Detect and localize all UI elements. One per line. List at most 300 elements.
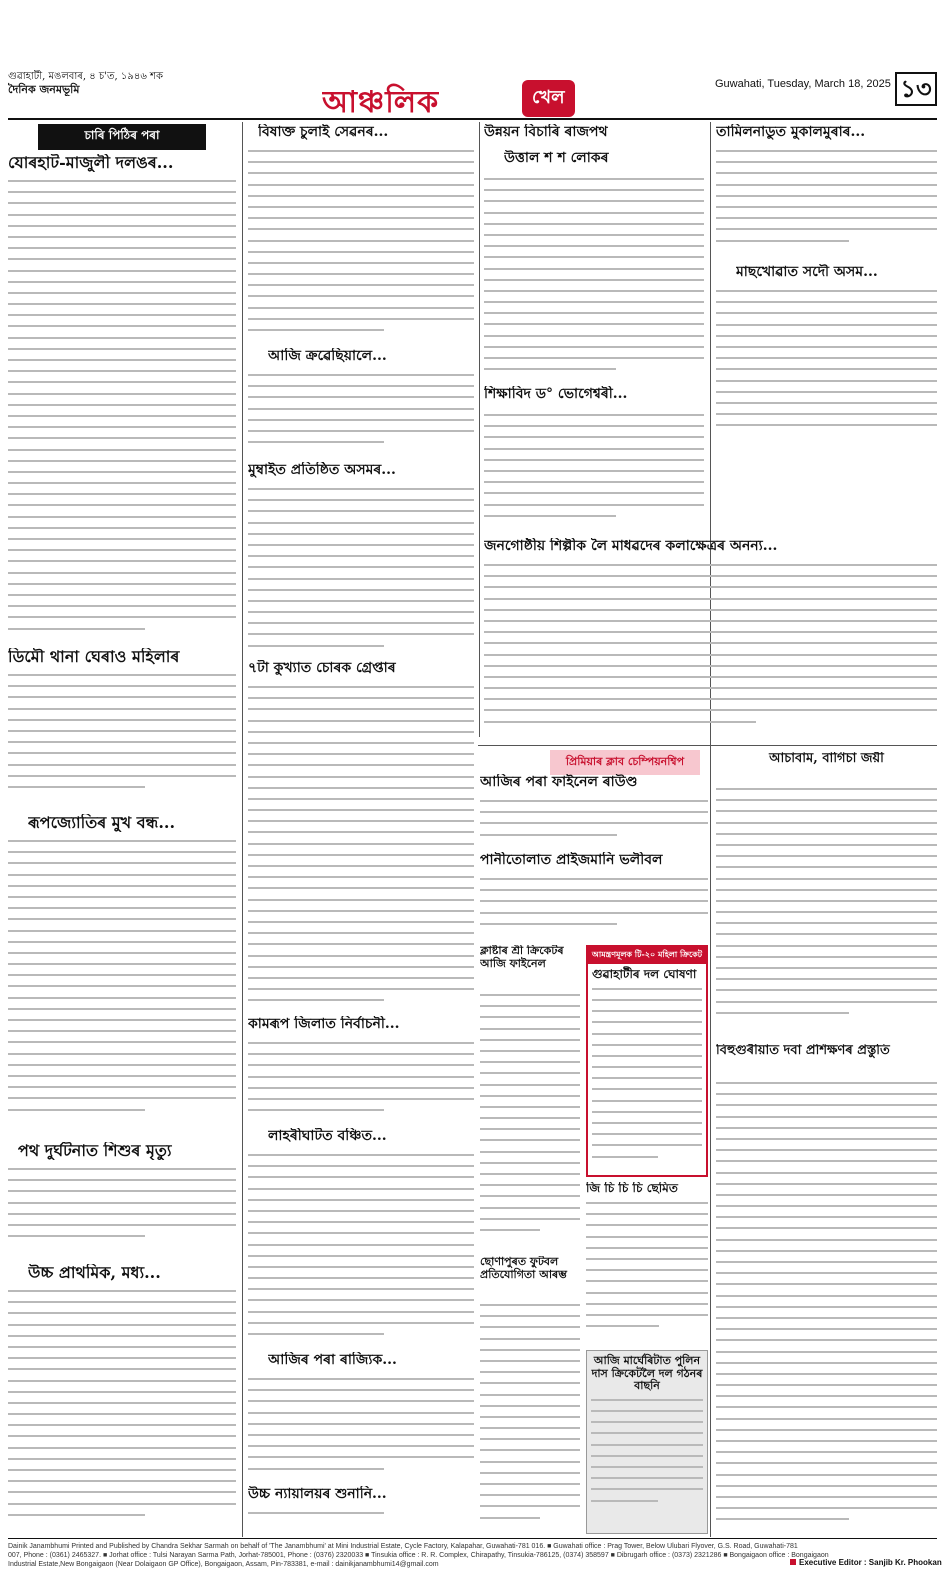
body-text-line — [8, 583, 236, 585]
body-text-line — [8, 862, 236, 864]
article-body — [248, 1154, 474, 1350]
body-text-line — [716, 1272, 937, 1274]
body-text-line — [248, 251, 474, 253]
body-text-line — [716, 1485, 937, 1487]
section-title: আঞ্চলিক — [322, 85, 440, 118]
body-text-line — [484, 598, 937, 600]
body-text-line — [8, 270, 236, 272]
footer-rule — [8, 1538, 937, 1539]
body-text-line — [248, 385, 474, 387]
body-text-line — [716, 1406, 937, 1408]
body-text-line — [484, 631, 937, 633]
article-body — [8, 840, 236, 1130]
body-text-line — [8, 1053, 236, 1055]
body-text-line — [248, 1042, 474, 1044]
body-text-line — [8, 685, 236, 687]
column-4 — [716, 124, 937, 434]
body-text-line — [484, 323, 704, 325]
body-text-line — [248, 307, 474, 309]
body-text-line — [484, 687, 937, 689]
body-text-line — [480, 1483, 580, 1485]
body-text-line — [480, 1315, 580, 1317]
body-text-line — [248, 206, 474, 208]
body-text-line — [248, 262, 474, 264]
body-text-line — [592, 1156, 658, 1158]
body-text-line — [8, 225, 236, 227]
body-text-line — [716, 866, 937, 868]
body-text-line — [248, 764, 474, 766]
body-text-line — [8, 1109, 145, 1111]
body-text-line — [8, 1447, 236, 1449]
body-text-line — [8, 1346, 236, 1348]
body-text-line — [484, 470, 704, 472]
body-text-line — [716, 1339, 937, 1341]
body-text-line — [8, 1190, 236, 1192]
body-text-line — [248, 408, 474, 410]
body-text-line — [248, 195, 474, 197]
body-text-line — [248, 1053, 474, 1055]
body-text-line — [8, 426, 236, 428]
body-text-line — [8, 292, 236, 294]
body-text-line — [484, 665, 937, 667]
body-text-line — [248, 1288, 474, 1290]
body-text-line — [8, 1324, 236, 1326]
body-text-line — [8, 493, 236, 495]
body-text-line — [248, 887, 474, 889]
article-body — [8, 180, 236, 640]
body-text-line — [484, 245, 704, 247]
body-text-line — [248, 1322, 474, 1324]
body-text-line — [592, 1010, 702, 1012]
body-text-line — [248, 589, 474, 591]
body-text-line — [716, 788, 937, 790]
body-text-line — [592, 1122, 702, 1124]
body-text-line — [716, 1093, 937, 1095]
body-text-line — [248, 240, 474, 242]
article-headline: জনগোষ্ঠীয় শিল্পীক লৈ মাধৱদেৰ কলাক্ষেত্ৰৰ অনন্য... — [484, 538, 778, 554]
body-text-line — [716, 228, 937, 230]
body-text-line — [480, 1005, 580, 1007]
body-text-line — [716, 380, 937, 382]
article-headline: গুৱাহাটীৰ দল ঘোষণা — [592, 967, 697, 981]
body-text-line — [8, 359, 236, 361]
body-text-line — [248, 622, 474, 624]
body-text-line — [716, 833, 937, 835]
article-body — [716, 788, 937, 1034]
imprint-line: Dainik Janambhumi Printed and Published by Chandra Sekhar Sarmah on behalf of 'The Janambhumi' at Mini Industrial Estate, Cycle Factory, Kalapahar, Guwahati-781 016. ■ Guwahati office : Prag Tower, Below Ulubari Flyover, G.S. Road, Guwahati-781 — [8, 1543, 798, 1550]
newspaper-name: দৈনিক জনমভূমি — [8, 83, 80, 96]
body-text-line — [248, 1445, 474, 1447]
body-text-line — [8, 1480, 236, 1482]
body-text-line — [248, 1423, 474, 1425]
body-text-line — [480, 1061, 580, 1063]
wide-article — [484, 538, 937, 738]
body-text-line — [8, 404, 236, 406]
body-text-line — [592, 999, 702, 1001]
body-text-line — [8, 258, 236, 260]
body-text-line — [8, 1424, 236, 1426]
body-text-line — [480, 1326, 580, 1328]
body-text-line — [716, 391, 937, 393]
body-text-line — [716, 1351, 937, 1353]
body-text-line — [480, 834, 617, 836]
body-text-line — [248, 161, 474, 163]
body-text-line — [716, 1373, 937, 1375]
body-text-line — [716, 368, 937, 370]
body-text-line — [484, 212, 704, 214]
body-text-line — [8, 974, 236, 976]
body-text-line — [8, 1458, 236, 1460]
body-text-line — [248, 1512, 384, 1514]
article-headline: বিহুগুৰীয়াত দবা প্ৰশিক্ষণৰ প্ৰস্তুতি — [716, 1044, 890, 1058]
body-text-line — [8, 348, 236, 350]
cricket-band: আমন্ত্ৰণমূলক টি-২০ মহিলা ক্ৰিকেট — [588, 947, 706, 964]
body-text-line — [484, 459, 704, 461]
body-text-line — [716, 1295, 937, 1297]
body-text-line — [716, 1462, 937, 1464]
body-text-line — [716, 1250, 937, 1252]
executive-editor-text: Executive Editor : Sanjib Kr. Phookan — [799, 1558, 942, 1567]
body-text-line — [8, 628, 145, 630]
body-text-line — [716, 195, 937, 197]
imprint-line: Industrial Estate,New Bongaigaon (Near Dolaigaon GP Office), Bongaigaon, Assam, Pin-783381, e-mail : dainikjanambhumi14@gmail.com — [8, 1561, 439, 1568]
article-body — [480, 878, 708, 938]
body-text-line — [716, 1183, 937, 1185]
body-text-line — [586, 1224, 708, 1226]
body-text-line — [480, 889, 708, 891]
body-text-line — [716, 889, 937, 891]
body-text-line — [716, 1429, 937, 1431]
body-text-line — [592, 1144, 702, 1146]
body-text-line — [484, 189, 704, 191]
body-text-line — [716, 184, 937, 186]
body-text-line — [480, 1505, 580, 1507]
body-text-line — [716, 1216, 937, 1218]
body-text-line — [716, 1384, 937, 1386]
body-text-line — [480, 1084, 580, 1086]
body-text-line — [484, 721, 756, 723]
article-body — [484, 414, 704, 532]
body-text-line — [480, 1382, 580, 1384]
article-headline: পথ দুৰ্ঘটনাত শিশুৰ মৃত্যু — [18, 1142, 172, 1160]
body-text-line — [8, 594, 236, 596]
body-text-line — [586, 1303, 708, 1305]
body-text-line — [8, 851, 236, 853]
body-text-line — [716, 1328, 937, 1330]
body-text-line — [592, 1100, 702, 1102]
body-text-line — [716, 844, 937, 846]
body-text-line — [248, 910, 474, 912]
body-text-line — [716, 424, 937, 426]
body-text-line — [716, 967, 937, 969]
body-text-line — [248, 843, 474, 845]
body-text-line — [8, 1469, 236, 1471]
body-text-line — [248, 374, 474, 376]
body-text-line — [8, 674, 236, 676]
body-text-line — [8, 337, 236, 339]
body-text-line — [480, 1128, 580, 1130]
body-text-line — [716, 1138, 937, 1140]
body-text-line — [248, 1221, 474, 1223]
masthead-rule — [8, 118, 937, 120]
body-text-line — [8, 985, 236, 987]
body-text-line — [716, 172, 937, 174]
body-text-line — [592, 1111, 702, 1113]
body-text-line — [480, 1028, 580, 1030]
body-text-line — [484, 223, 704, 225]
body-text-line — [8, 236, 236, 238]
article-headline: কামৰূপ জিলাত নিৰ্বাচনী... — [248, 1016, 400, 1032]
body-text-line — [716, 1205, 937, 1207]
body-text-line — [716, 956, 937, 958]
body-text-line — [484, 414, 704, 416]
article-subheadline: উত্তাল শ শ লোকৰ — [504, 150, 609, 166]
body-text-line — [484, 301, 704, 303]
body-text-line — [480, 811, 708, 813]
body-text-line — [248, 697, 474, 699]
body-text-line — [8, 370, 236, 372]
body-text-line — [484, 620, 937, 622]
article-body — [248, 374, 474, 456]
body-text-line — [8, 1503, 236, 1505]
body-text-line — [586, 1314, 708, 1316]
body-text-line — [248, 441, 384, 443]
body-text-line — [716, 933, 937, 935]
body-text-line — [248, 708, 474, 710]
body-text-line — [480, 1139, 580, 1141]
body-text-line — [480, 1050, 580, 1052]
sports-block — [480, 750, 708, 1540]
body-text-line — [8, 393, 236, 395]
body-text-line — [8, 997, 236, 999]
column-1 — [8, 124, 236, 1536]
body-text-line — [248, 522, 474, 524]
body-text-line — [716, 1160, 937, 1162]
body-text-line — [586, 1292, 708, 1294]
body-text-line — [716, 1496, 937, 1498]
body-text-line — [716, 1127, 937, 1129]
article-body — [248, 1512, 474, 1534]
body-text-line — [248, 831, 474, 833]
body-text-line — [484, 346, 704, 348]
body-text-line — [480, 1438, 580, 1440]
body-text-line — [716, 324, 937, 326]
body-text-line — [8, 1290, 236, 1292]
body-text-line — [248, 809, 474, 811]
body-text-line — [8, 1179, 236, 1181]
body-text-line — [248, 798, 474, 800]
body-text-line — [592, 1133, 702, 1135]
body-text-line — [248, 1076, 474, 1078]
article-body — [8, 1290, 236, 1532]
body-text-line — [248, 1176, 474, 1178]
column-divider — [242, 122, 243, 1537]
body-text-line — [8, 1335, 236, 1337]
body-text-line — [484, 698, 937, 700]
body-text-line — [484, 504, 704, 506]
body-text-line — [480, 1039, 580, 1041]
body-text-line — [8, 730, 236, 732]
body-text-line — [248, 787, 474, 789]
body-text-line — [248, 396, 474, 398]
body-text-line — [484, 642, 937, 644]
body-text-line — [8, 381, 236, 383]
body-text-line — [248, 955, 474, 957]
body-text-line — [8, 1380, 236, 1382]
body-text-line — [248, 932, 474, 934]
body-text-line — [716, 301, 937, 303]
body-text-line — [8, 840, 236, 842]
body-text-line — [586, 1325, 659, 1327]
body-text-line — [8, 1168, 236, 1170]
body-text-line — [480, 1416, 580, 1418]
body-text-line — [248, 1333, 384, 1335]
body-text-line — [8, 719, 236, 721]
body-text-line — [248, 172, 474, 174]
body-text-line — [248, 1064, 474, 1066]
body-text-line — [484, 492, 704, 494]
article-headline: মাছখোৱাত সদৌ অসম... — [736, 264, 878, 280]
body-text-line — [484, 676, 937, 678]
body-text-line — [480, 1229, 540, 1231]
body-text-line — [716, 413, 937, 415]
body-text-line — [248, 966, 474, 968]
body-text-line — [248, 1378, 474, 1380]
body-text-line — [8, 907, 236, 909]
body-text-line — [8, 281, 236, 283]
body-text-line — [248, 1389, 474, 1391]
body-text-line — [8, 918, 236, 920]
body-text-line — [8, 963, 236, 965]
body-text-line — [480, 1304, 580, 1306]
article-body — [484, 178, 704, 384]
body-text-line — [8, 527, 236, 529]
body-text-line — [248, 566, 474, 568]
body-text-line — [716, 312, 937, 314]
body-text-line — [248, 899, 474, 901]
body-text-line — [248, 1468, 384, 1470]
body-text-line — [248, 510, 474, 512]
body-text-line — [248, 1165, 474, 1167]
body-text-line — [248, 419, 474, 421]
body-text-line — [248, 753, 474, 755]
body-text-line — [480, 1117, 580, 1119]
body-text-line — [8, 1086, 236, 1088]
body-text-line — [586, 1213, 708, 1215]
body-text-line — [248, 1154, 474, 1156]
body-text-line — [592, 1044, 702, 1046]
body-text-line — [248, 430, 474, 432]
body-text-line — [592, 1088, 702, 1090]
body-text-line — [248, 1434, 474, 1436]
body-text-line — [8, 325, 236, 327]
body-text-line — [586, 1236, 708, 1238]
article-body — [592, 988, 702, 1168]
body-text-line — [248, 1299, 474, 1301]
article-body — [8, 674, 236, 804]
body-text-line — [716, 1194, 937, 1196]
body-text-line — [480, 1360, 580, 1362]
body-text-line — [716, 922, 937, 924]
body-text-line — [8, 303, 236, 305]
body-text-line — [248, 488, 474, 490]
body-text-line — [480, 1472, 580, 1474]
body-text-line — [8, 786, 145, 788]
page-number: ১৩ — [895, 72, 937, 106]
body-text-line — [484, 481, 704, 483]
imprint-line: 007, Phone : (0361) 2465327. ■ Jorhat office : Tulsi Narayan Sarma Path, Jorhat-785001, Phone : (0376) 2320033 ■ Tinsukia office : R. R. Complex, Chirapathy, Tinsukia-786125, (0374) 358597 ■ Dibrugarh office : (0373) 2321286 ■ Bongaigaon office : Bongaigaon — [8, 1552, 829, 1559]
article-headline: জি চি চি চি ছেমিত — [586, 1182, 678, 1195]
body-text-line — [248, 533, 474, 535]
body-text-line — [591, 1500, 658, 1502]
article-headline: লাহৰীঘাটত বঞ্চিত... — [268, 1128, 387, 1144]
body-text-line — [248, 999, 384, 1001]
body-text-line — [248, 633, 474, 635]
body-text-line — [480, 1371, 580, 1373]
section-kicker: চাৰি পিঠিৰ পৰা — [38, 124, 206, 150]
body-text-line — [8, 471, 236, 473]
body-text-line — [8, 1435, 236, 1437]
body-text-line — [716, 978, 937, 980]
body-text-line — [592, 1077, 702, 1079]
body-text-line — [484, 312, 704, 314]
body-text-line — [716, 1172, 937, 1174]
body-text-line — [716, 1239, 937, 1241]
body-text-line — [716, 1283, 937, 1285]
body-text-line — [248, 611, 474, 613]
body-text-line — [8, 1064, 236, 1066]
body-text-line — [716, 989, 937, 991]
column-divider — [710, 122, 711, 1537]
body-text-line — [716, 1451, 937, 1453]
body-text-line — [8, 1312, 236, 1314]
body-text-line — [716, 1149, 937, 1151]
article-body — [480, 1304, 580, 1534]
body-text-line — [480, 1449, 580, 1451]
article-headline: ৰূপজ্যোতিৰ মুখ বন্ধ... — [28, 814, 176, 832]
body-text-line — [8, 1097, 236, 1099]
body-text-line — [8, 314, 236, 316]
body-text-line — [484, 279, 704, 281]
body-text-line — [248, 820, 474, 822]
body-text-line — [248, 1087, 474, 1089]
section-logo — [322, 78, 622, 118]
body-text-line — [484, 335, 704, 337]
article-headline: ডিমৌ থানা ঘেৰাও মহিলাৰ — [8, 648, 180, 666]
body-text-line — [716, 878, 937, 880]
article-body — [480, 994, 580, 1244]
body-text-line — [248, 977, 474, 979]
body-text-line — [480, 1095, 580, 1097]
article-headline: ছোণাপুৰত ফুটবল প্ৰতিযোগিতা আৰম্ভ — [480, 1256, 567, 1281]
body-text-line — [8, 247, 236, 249]
body-text-line — [248, 1244, 474, 1246]
body-text-line — [248, 943, 474, 945]
body-text-line — [8, 560, 236, 562]
body-text-line — [8, 549, 236, 551]
body-text-line — [591, 1432, 703, 1434]
body-text-line — [480, 1106, 580, 1108]
body-text-line — [484, 564, 937, 566]
body-text-line — [716, 911, 937, 913]
body-text-line — [8, 1213, 236, 1215]
body-text-line — [484, 436, 704, 438]
body-text-line — [248, 1199, 474, 1201]
body-text-line — [8, 874, 236, 876]
body-text-line — [484, 425, 704, 427]
body-text-line — [8, 1030, 236, 1032]
column-divider — [479, 122, 480, 737]
